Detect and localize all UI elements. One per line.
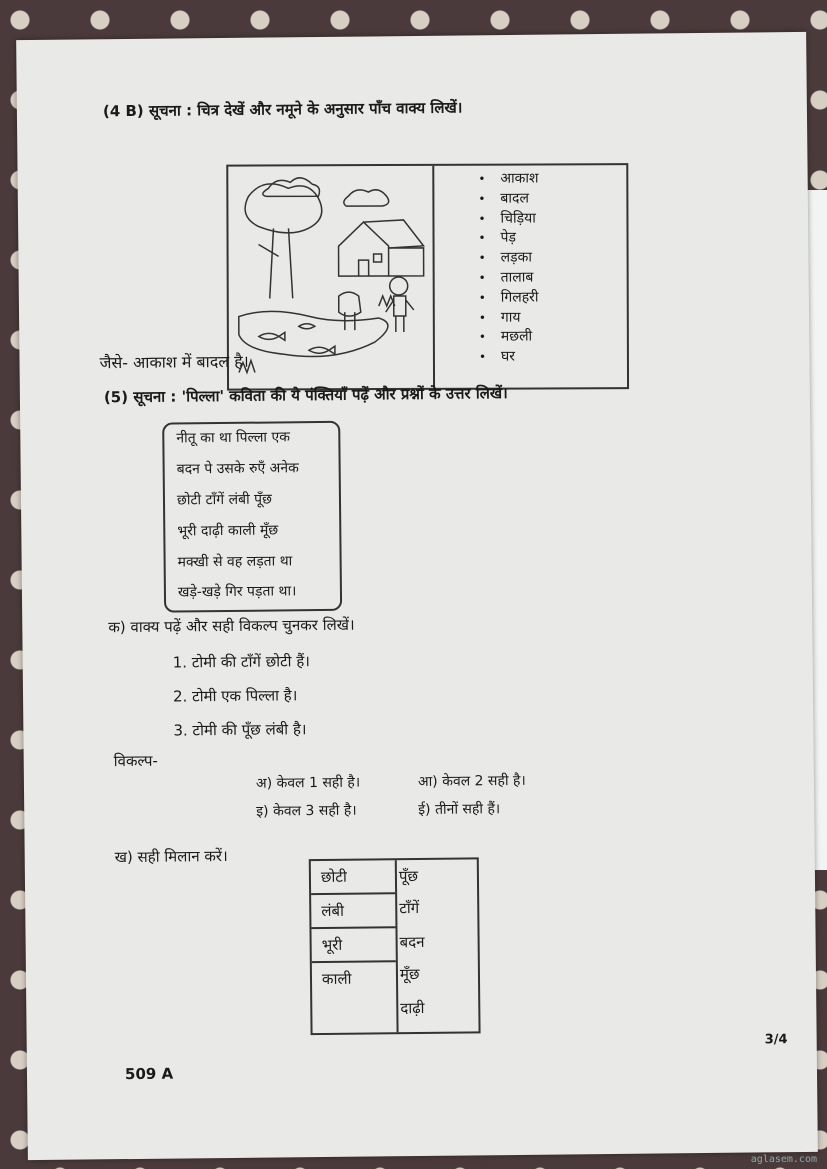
part-a-instruction: क) वाक्य पढ़ें और सही विकल्प चुनकर लिखें। — [108, 615, 355, 637]
statement-3: 3. टोमी की पूँछ लंबी है। — [173, 720, 307, 740]
list-item: • मछली — [479, 328, 539, 348]
boy-icon — [390, 277, 408, 295]
list-item: • चिड़िया — [478, 209, 538, 229]
cloud-icon — [344, 190, 389, 206]
exam-page — [16, 32, 818, 1160]
statement-2: 2. टोमी एक पिल्ला है। — [172, 686, 298, 706]
pond-icon — [239, 311, 388, 357]
match-right-item: टाँगें — [399, 898, 420, 918]
list-item: • तालाब — [479, 268, 539, 288]
poem-line: नीतू का था पिल्ला एक — [176, 429, 291, 447]
options-label: विकल्प- — [113, 751, 158, 771]
match-left-item: भूरी — [311, 928, 395, 963]
poem-line: भूरी दाढ़ी काली मूँछ — [177, 522, 279, 540]
list-item: • गाय — [479, 308, 539, 328]
match-right-item: दाढ़ी — [400, 998, 425, 1018]
option-ii: ई) तीनों सही हैं। — [418, 801, 501, 818]
house-icon — [338, 222, 388, 276]
list-item: • लड़का — [479, 249, 539, 269]
option-i: इ) केवल 3 सही है। — [256, 802, 357, 820]
fish-icon — [309, 346, 335, 354]
option-a: अ) केवल 1 सही है। — [255, 774, 361, 792]
match-left-item: छोटी — [311, 860, 395, 895]
list-item: • पेड़ — [478, 229, 538, 249]
match-right-item: पूँछ — [398, 867, 419, 886]
tree-icon — [245, 184, 322, 233]
cow-icon — [339, 292, 361, 330]
fish-icon — [259, 332, 285, 340]
list-item: • गिलहरी — [479, 288, 539, 308]
part-b-instruction: ख) सही मिलान करें। — [114, 846, 228, 867]
poem-line: बदन पे उसके रुएँ अनेक — [176, 460, 299, 478]
word-list — [478, 169, 539, 367]
paper-code: 509 A — [124, 1064, 174, 1084]
list-item: • आकाश — [478, 169, 538, 189]
page-number: 3/4 — [764, 1032, 788, 1048]
poem-line: खड़े-खड़े गिर पड़ता था। — [177, 583, 297, 601]
example-sentence: जैसे- आकाश में बादल है। — [99, 351, 249, 373]
match-left-column — [311, 860, 399, 1033]
match-right-item: मूँछ — [399, 964, 420, 984]
statement-1: 1. टोमी की टाँगें छोटी हैं। — [172, 652, 311, 672]
match-left-item: काली — [321, 969, 352, 989]
fish-icon — [299, 324, 315, 329]
poem-line: छोटी टाँगें लंबी पूँछ — [176, 491, 272, 509]
watermark: aglasem.com — [750, 1154, 817, 1165]
match-left-item: लंबी — [311, 894, 395, 929]
list-item: • घर — [479, 348, 539, 368]
q4b-heading: (4 B) सूचना : चित्र देखें और नमूने के अनुसार पाँच वाक्य लिखें। — [102, 98, 463, 121]
option-aa: आ) केवल 2 सही है। — [417, 772, 526, 790]
picture-table — [226, 163, 629, 390]
picture-cell — [228, 166, 435, 389]
scene-illustration — [228, 166, 433, 385]
match-table — [309, 857, 481, 1035]
list-item: • बादल — [478, 189, 538, 209]
match-right-item: बदन — [399, 932, 425, 952]
poem-line: मक्खी से वह लड़ता था — [177, 553, 293, 571]
poem-box — [162, 421, 342, 613]
q5-heading: (5) सूचना : 'पिल्ला' कविता की ये पंक्तियाँ पढ़ें और प्रश्नों के उत्तर लिखें। — [103, 384, 508, 407]
